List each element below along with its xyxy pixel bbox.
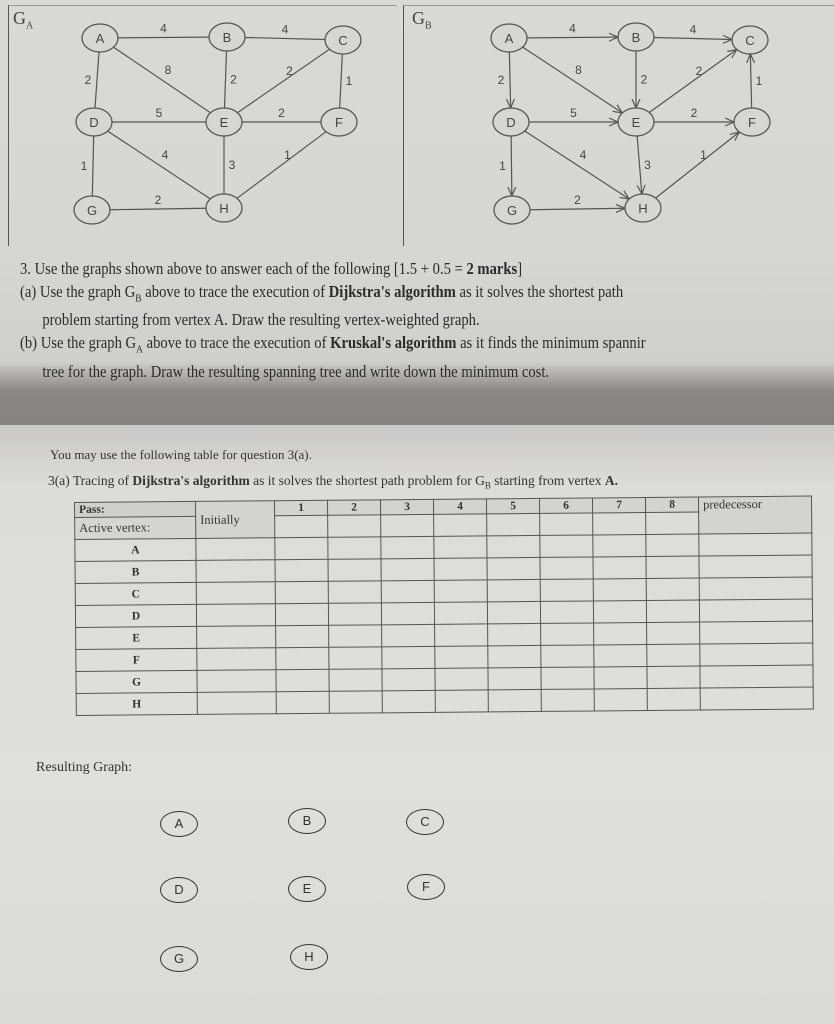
edge-A-D (95, 52, 99, 108)
question-part-a-cont: problem starting from vertex A. Draw the resulting vertex-weighted graph. (42, 310, 480, 330)
distance-cell[interactable] (593, 579, 646, 601)
predecessor-header: predecessor (698, 496, 811, 534)
edge-weight: 4 (281, 22, 289, 37)
distance-cell[interactable] (540, 557, 593, 579)
distance-cell[interactable] (594, 623, 647, 645)
edge-weight: 2 (154, 193, 162, 207)
distance-cell[interactable] (435, 624, 488, 646)
pass-label: Pass: (75, 501, 196, 517)
distance-cell[interactable] (328, 537, 381, 559)
distance-cell[interactable] (275, 603, 328, 625)
initial-cell[interactable] (197, 648, 276, 671)
vertex-row-label: C (75, 582, 196, 605)
active-vertex-cell-6[interactable] (540, 513, 593, 535)
edge-weight: 4 (569, 21, 576, 36)
vertex-label: A (95, 31, 105, 46)
distance-cell[interactable] (487, 535, 540, 557)
vertex-label: F (748, 115, 756, 130)
edge-weight: 1 (80, 159, 88, 173)
vertex-row-label: F (76, 648, 197, 671)
distance-cell[interactable] (594, 645, 647, 667)
distance-cell[interactable] (435, 646, 488, 668)
edge-B-C (654, 37, 732, 39)
distance-cell[interactable] (276, 669, 329, 691)
distance-cell[interactable] (594, 689, 647, 711)
distance-cell[interactable] (382, 690, 435, 712)
vertex-label: A (504, 31, 514, 46)
distance-cell[interactable] (382, 668, 435, 690)
distance-cell[interactable] (593, 535, 646, 557)
edge-weight: 2 (497, 73, 505, 87)
distance-cell[interactable] (487, 601, 540, 623)
distance-cell[interactable] (646, 556, 699, 578)
edge-weight: 1 (755, 74, 763, 88)
distance-cell[interactable] (487, 579, 540, 601)
distance-cell[interactable] (488, 667, 541, 689)
table-note: You may use the following table for question 3(a). (50, 447, 312, 462)
edge-weight: 4 (161, 148, 169, 162)
edge-weight: 3 (228, 158, 236, 172)
vertex-row-label: E (76, 626, 197, 649)
distance-cell[interactable] (488, 689, 541, 711)
predecessor-cell[interactable] (700, 621, 813, 644)
active-vertex-cell-3[interactable] (381, 514, 434, 536)
edge-E-C (649, 50, 737, 113)
distance-cell[interactable] (329, 625, 382, 647)
distance-cell[interactable] (647, 666, 700, 688)
distance-cell[interactable] (435, 690, 488, 712)
result-vertex-A: A (160, 811, 198, 837)
distance-cell[interactable] (540, 601, 593, 623)
edge-weight: 3 (644, 158, 651, 172)
vertex-label: G (506, 203, 518, 218)
graph-b (491, 22, 770, 225)
distance-cell[interactable] (435, 668, 488, 690)
resulting-graph-label: Resulting Graph: (36, 760, 133, 775)
edge-A-E (114, 47, 211, 113)
distance-cell[interactable] (647, 622, 700, 644)
distance-cell[interactable] (541, 623, 594, 645)
vertex-label: E (631, 115, 641, 130)
distance-cell[interactable] (434, 602, 487, 624)
edge-weight: 4 (579, 148, 587, 162)
distance-cell[interactable] (488, 645, 541, 667)
edge-weight: 2 (695, 64, 703, 78)
vertex-label: H (219, 201, 229, 216)
pass-1-header: 1 (274, 500, 327, 515)
edge-weight: 2 (640, 72, 648, 87)
vertex-label: F (335, 115, 343, 130)
predecessor-cell[interactable] (699, 533, 812, 556)
distance-cell[interactable] (276, 625, 329, 647)
initially-label: Initially (195, 501, 274, 539)
initial-cell[interactable] (197, 670, 276, 693)
distance-cell[interactable] (647, 644, 700, 666)
distance-cell[interactable] (329, 647, 382, 669)
distance-cell[interactable] (381, 580, 434, 602)
edge-weight: 1 (345, 74, 353, 88)
dijkstra-trace-table (74, 496, 814, 716)
distance-cell[interactable] (328, 603, 381, 625)
vertex-label: C (338, 33, 348, 48)
edge-weight: 2 (690, 106, 698, 120)
distance-cell[interactable] (381, 558, 434, 580)
edge-weight: 1 (499, 159, 506, 173)
distance-cell[interactable] (275, 537, 328, 559)
active-vertex-cell-1[interactable] (275, 515, 328, 537)
distance-cell[interactable] (382, 646, 435, 668)
distance-cell[interactable] (540, 535, 593, 557)
distance-cell[interactable] (488, 623, 541, 645)
predecessor-cell[interactable] (699, 599, 812, 622)
distance-cell[interactable] (276, 647, 329, 669)
edge-D-G (92, 136, 93, 196)
vertex-label: G (86, 203, 98, 218)
edge-A-B (527, 37, 618, 38)
vertex-label: B (631, 30, 641, 45)
distance-cell[interactable] (593, 601, 646, 623)
distance-cell[interactable] (646, 600, 699, 622)
distance-cell[interactable] (329, 669, 382, 691)
predecessor-cell[interactable] (700, 687, 813, 710)
distance-cell[interactable] (328, 581, 381, 603)
edge-weight: 8 (575, 63, 582, 77)
graph-a-title: $G_A$ (13, 8, 34, 32)
predecessor-cell[interactable] (700, 665, 813, 688)
distance-cell[interactable] (381, 602, 434, 624)
result-vertex-C: C (406, 809, 444, 835)
initial-cell[interactable] (196, 582, 275, 605)
question-part-b-cont: tree for the graph. Draw the resulting spanning tree and write down the minimum cost. (42, 361, 550, 381)
distance-cell[interactable] (434, 536, 487, 558)
result-vertex-G: G (160, 946, 198, 972)
distance-cell[interactable] (381, 536, 434, 558)
distance-cell[interactable] (646, 578, 699, 600)
edge-B-C (245, 37, 325, 39)
pass-6-header: 6 (539, 498, 592, 513)
question-part-a: (a) Use the graph $G_B$ above to trace the execution of Dijkstra's algorithm as it solves the shortest path (20, 281, 624, 304)
edge-weight: 2 (574, 193, 581, 207)
edge-F-H (237, 132, 326, 199)
graph-b-title: $G_B$ (412, 8, 432, 32)
question-part-b: (b) Use the graph $G_A$ above to trace the execution of Kruskal's algorithm as it finds the minimum spannir (20, 332, 646, 356)
edge-weight: 1 (700, 148, 707, 162)
question-intro: 3. Use the graphs shown above to answer each of the following [1.5 + 0.5 = 2 marks] (20, 259, 523, 278)
edge-F-C (750, 54, 751, 108)
initial-cell[interactable] (196, 538, 275, 561)
pass-5-header: 5 (486, 498, 539, 513)
edge-H-F (656, 132, 740, 198)
result-vertex-B: B (288, 808, 326, 834)
edge-G-H (530, 208, 625, 209)
pass-2-header: 2 (327, 500, 380, 515)
distance-cell[interactable] (329, 691, 382, 713)
edge-weight: 2 (278, 106, 285, 120)
predecessor-cell[interactable] (700, 643, 813, 666)
worksheet-heading: 3(a) Tracing of Dijkstra's algorithm as it solves the shortest path problem for $G_B$ starting from vertex A. (48, 473, 618, 491)
distance-cell[interactable] (434, 580, 487, 602)
edge-C-E (237, 49, 329, 112)
vertex-row-label: D (75, 604, 196, 627)
initial-cell[interactable] (196, 604, 275, 627)
vertex-label: H (638, 201, 648, 216)
question-text (20, 258, 720, 383)
vertex-label: D (89, 115, 99, 130)
active-vertex-cell-2[interactable] (328, 515, 381, 537)
vertex-row-label: B (75, 560, 196, 583)
edge-weight: 2 (84, 73, 92, 87)
edge-weight: 2 (230, 72, 237, 87)
distance-cell[interactable] (275, 559, 328, 581)
distance-cell[interactable] (541, 667, 594, 689)
distance-cell[interactable] (647, 688, 700, 710)
edge-A-B (118, 37, 209, 38)
edge-A-E (523, 47, 623, 113)
edge-weight: 1 (284, 148, 291, 162)
distance-cell[interactable] (540, 579, 593, 601)
vertex-label: E (219, 115, 229, 130)
distance-cell[interactable] (275, 581, 328, 603)
vertex-row-label: A (75, 538, 196, 561)
pass-4-header: 4 (433, 499, 486, 514)
distance-cell[interactable] (646, 534, 699, 556)
edge-C-F (340, 54, 343, 108)
result-vertex-D: D (160, 877, 198, 903)
pass-8-header: 8 (645, 497, 698, 512)
predecessor-cell[interactable] (699, 577, 812, 600)
distance-cell[interactable] (276, 691, 329, 713)
edge-D-H (525, 131, 629, 199)
vertex-label: B (222, 30, 232, 45)
edge-A-D (509, 52, 510, 108)
edge-G-H (110, 208, 206, 209)
active-vertex-cell-5[interactable] (487, 513, 540, 535)
distance-cell[interactable] (594, 667, 647, 689)
active-vertex-label: Active vertex: (75, 516, 196, 539)
edge-E-H (637, 136, 642, 194)
distance-cell[interactable] (541, 645, 594, 667)
pass-7-header: 7 (592, 498, 645, 513)
distance-cell[interactable] (328, 559, 381, 581)
edge-weight: 8 (164, 63, 172, 77)
active-vertex-cell-4[interactable] (434, 514, 487, 536)
distance-cell[interactable] (541, 689, 594, 711)
pass-3-header: 3 (380, 499, 433, 514)
active-vertex-cell-7[interactable] (593, 513, 646, 535)
edge-weight: 4 (160, 21, 167, 36)
distance-cell[interactable] (382, 624, 435, 646)
vertex-label: D (506, 115, 516, 130)
distance-cell[interactable] (434, 558, 487, 580)
edge-weight: 5 (570, 106, 577, 120)
vertex-row-label: G (76, 670, 197, 693)
edge-B-E (224, 51, 226, 108)
edge-weight: 2 (286, 64, 293, 78)
edge-D-H (108, 131, 211, 199)
result-vertex-H: H (290, 944, 328, 970)
graph-a (74, 22, 361, 225)
result-vertex-E: E (288, 876, 326, 902)
initial-cell[interactable] (196, 560, 275, 583)
active-vertex-cell-8[interactable] (646, 512, 699, 534)
edge-D-G (511, 136, 512, 196)
graphs-canvas (0, 0, 834, 250)
edge-weight: 5 (155, 106, 163, 120)
edge-weight: 4 (689, 22, 697, 37)
initial-cell[interactable] (197, 692, 276, 715)
distance-cell[interactable] (487, 557, 540, 579)
initial-cell[interactable] (197, 626, 276, 649)
result-vertex-F: F (407, 874, 445, 900)
predecessor-cell[interactable] (699, 555, 812, 578)
vertex-label: C (745, 33, 755, 48)
vertex-row-label: H (76, 692, 197, 715)
distance-cell[interactable] (593, 557, 646, 579)
